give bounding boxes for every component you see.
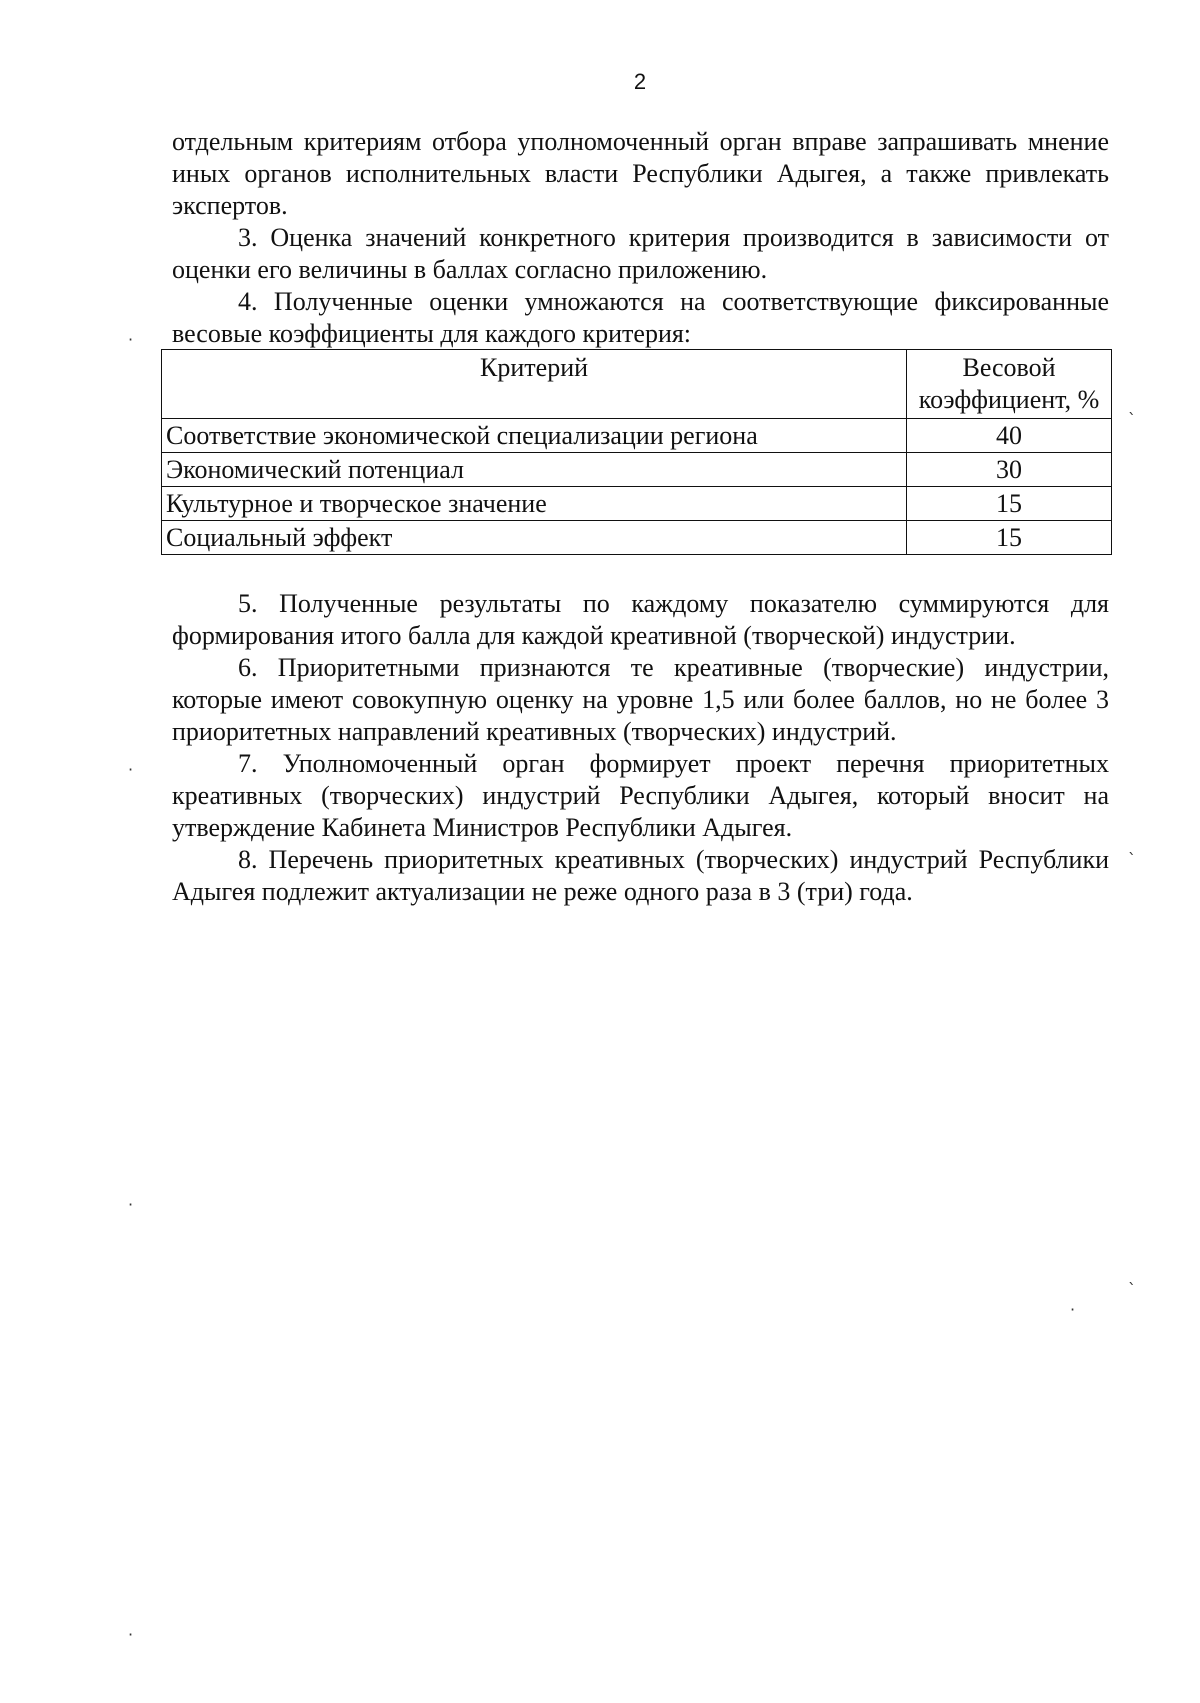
item-number: 3. [238, 223, 258, 252]
header-weight: Весовой коэффициент, % [907, 350, 1112, 419]
weight-cell: 15 [907, 521, 1112, 555]
scan-speck: ` [1128, 410, 1136, 429]
criterion-cell: Культурное и творческое значение [162, 487, 907, 521]
scan-speck: · [1070, 1300, 1076, 1319]
item-number: 4. [238, 287, 258, 316]
weight-cell: 15 [907, 487, 1112, 521]
item-8 [172, 844, 1109, 908]
intro-paragraph: отдельным критериям отбора уполномоченный орган вправе запрашивать мнение иных органов исполнительных власти Республики Адыгея, а также привлекать экспертов. [172, 127, 1109, 220]
table-row [162, 487, 1112, 521]
scan-speck: · [128, 760, 134, 779]
page-number: 2 [633, 69, 647, 94]
table-header-row [162, 350, 1112, 419]
item-text: Полученные результаты по каждому показателю суммируются для формирования итого балла для каждой креативной (творческой) индустрии. [172, 589, 1110, 650]
item-text: Оценка значений конкретного критерия производится в зависимости от оценки его величины в баллах согласно приложению. [172, 223, 1109, 284]
table-row [162, 453, 1112, 487]
item-number: 8. [238, 845, 258, 874]
item-6 [172, 652, 1109, 748]
scan-speck: · [128, 1195, 134, 1214]
item-number: 5. [238, 589, 258, 618]
scan-speck: · [128, 330, 134, 349]
header-criterion: Критерий [162, 350, 907, 419]
item-text: Приоритетными признаются те креативные (творческие) индустрии, которые имеют совокупную оценку на уровне 1,5 или более баллов, но не более 3 приоритетных направлений креативных (творческих) индустрий. [172, 653, 1110, 746]
item-text: Уполномоченный орган формирует проект перечня приоритетных креативных (творческих) индустрий Республики Адыгея, который вносит на утверждение Кабинета Министров Республики Адыгея. [172, 749, 1109, 842]
item-7 [172, 748, 1109, 844]
criterion-cell: Социальный эффект [162, 521, 907, 555]
criterion-cell: Соответствие экономической специализации региона [162, 419, 907, 453]
item-5 [172, 588, 1109, 652]
item-number: 6. [238, 653, 258, 682]
table-row [162, 419, 1112, 453]
table-row [162, 521, 1112, 555]
item-4 [172, 286, 1109, 350]
top-text-block [172, 126, 1109, 350]
scan-speck: ` [1128, 850, 1136, 869]
bottom-text-block [172, 588, 1109, 908]
criteria-weights-table [161, 349, 1112, 555]
criterion-cell: Экономический потенциал [162, 453, 907, 487]
item-text: Перечень приоритетных креативных (творческих) индустрий Республики Адыгея подлежит актуализации не реже одного раза в 3 (три) года. [172, 845, 1110, 906]
item-number: 7. [238, 749, 258, 778]
weight-cell: 30 [907, 453, 1112, 487]
scan-speck: ` [1128, 1280, 1136, 1299]
item-text: Полученные оценки умножаются на соответствующие фиксированные весовые коэффициенты для каждого критерия: [172, 287, 1109, 348]
item-3 [172, 222, 1109, 286]
weight-cell: 40 [907, 419, 1112, 453]
scan-speck: · [128, 1625, 134, 1644]
